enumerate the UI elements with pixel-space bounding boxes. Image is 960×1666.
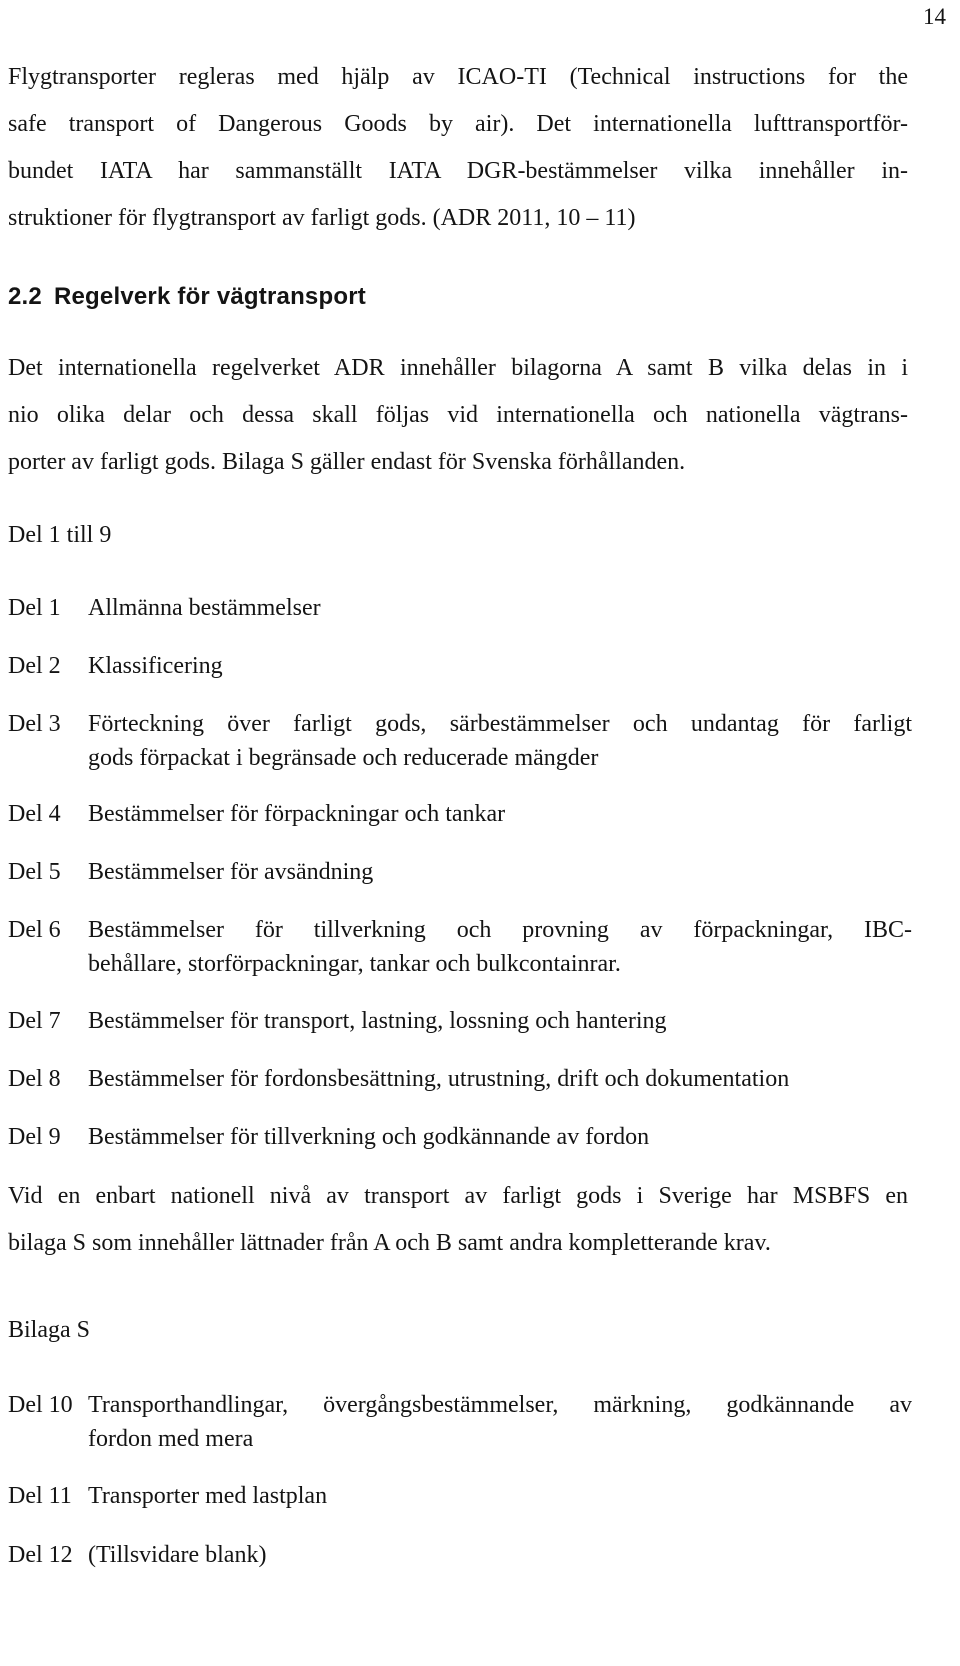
del-number: Del 2 [8,653,61,679]
del-description: (Tillsvidare blank) [88,1542,267,1568]
del-description: Bestämmelser för fordonsbesättning, utrustning, drift och dokumentation [88,1066,790,1092]
paragraph-line: Flygtransporter regleras med hjälp av ICAO-TI (Technical instructions for the [8,64,908,90]
section-heading [8,283,366,311]
paragraph-line: bilaga S som innehåller lättnader från A och B samt andra kompletterande krav. [8,1230,771,1256]
del-description: Klassificering [88,653,223,679]
del-number: Del 7 [8,1008,61,1034]
del-description: behållare, storförpackningar, tankar och bulkcontainrar. [88,951,621,977]
del-description: Bestämmelser för transport, lastning, lossning och hantering [88,1008,667,1034]
del-number: Del 6 [8,917,61,943]
del-number: Del 4 [8,801,61,827]
intro-paragraph [8,54,908,242]
paragraph-line: porter av farligt gods. Bilaga S gäller endast för Svenska förhållanden. [8,449,686,475]
paragraph-line: safe transport of Dangerous Goods by air). Det internationella lufttransportför- [8,111,908,137]
del-description: Allmänna bestämmelser [88,595,321,621]
list-item [8,1479,912,1513]
del-number: Del 8 [8,1066,61,1092]
del-description: gods förpackat i begränsade och reducerade mängder [88,745,599,771]
paragraph-line: bundet IATA har sammanställt IATA DGR-bestämmelser vilka innehåller in- [8,158,908,184]
del-description: Bestämmelser för tillverkning och godkännande av fordon [88,1124,650,1150]
del-number: Del 9 [8,1124,61,1150]
del-description: Bestämmelser för förpackningar och tankar [88,801,506,827]
paragraph-line: nio olika delar och dessa skall följas vid internationella och nationella vägtrans- [8,402,908,428]
del-description: Bestämmelser för tillverkning och provning av förpackningar, IBC- [88,917,912,943]
list-item [8,1120,912,1154]
del-number: Del 5 [8,859,61,885]
list-item [8,855,912,889]
list-item [8,1062,912,1096]
list-item [8,1388,912,1456]
national-paragraph [8,1173,908,1267]
del-number: Del 11 [8,1483,72,1509]
del-number: Del 10 [8,1392,73,1418]
del-range-label: Del 1 till 9 [8,522,112,548]
paragraph-line: Det internationella regelverket ADR innehåller bilagorna A samt B vilka delas in i [8,355,908,381]
del-description: Transporter med lastplan [88,1483,328,1509]
del-number: Del 12 [8,1542,73,1568]
del-description: Bestämmelser för avsändning [88,859,374,885]
page-number: 14 [923,4,946,29]
list-item [8,707,912,775]
list-item [8,797,912,831]
list-item [8,1538,912,1572]
list-item [8,591,912,625]
bilaga-label: Bilaga S [8,1317,90,1343]
paragraph-line: struktioner för flygtransport av farligt gods. (ADR 2011, 10 – 11) [8,205,636,231]
del-number: Del 3 [8,711,61,737]
section-title: Regelverk för vägtransport [53,283,366,310]
section-number: 2.2 [8,283,42,310]
list-item [8,1004,912,1038]
list-item [8,649,912,683]
paragraph-line: Vid en enbart nationell nivå av transport av farligt gods i Sverige har MSBFS en [8,1183,908,1209]
del-description: Transporthandlingar, övergångsbestämmelser, märkning, godkännande av [88,1392,912,1418]
del-description: Förteckning över farligt gods, särbestämmelser och undantag för farligt [88,711,912,737]
list-item [8,913,912,981]
adr-paragraph [8,345,908,486]
del-number: Del 1 [8,595,61,621]
del-description: fordon med mera [88,1426,254,1452]
